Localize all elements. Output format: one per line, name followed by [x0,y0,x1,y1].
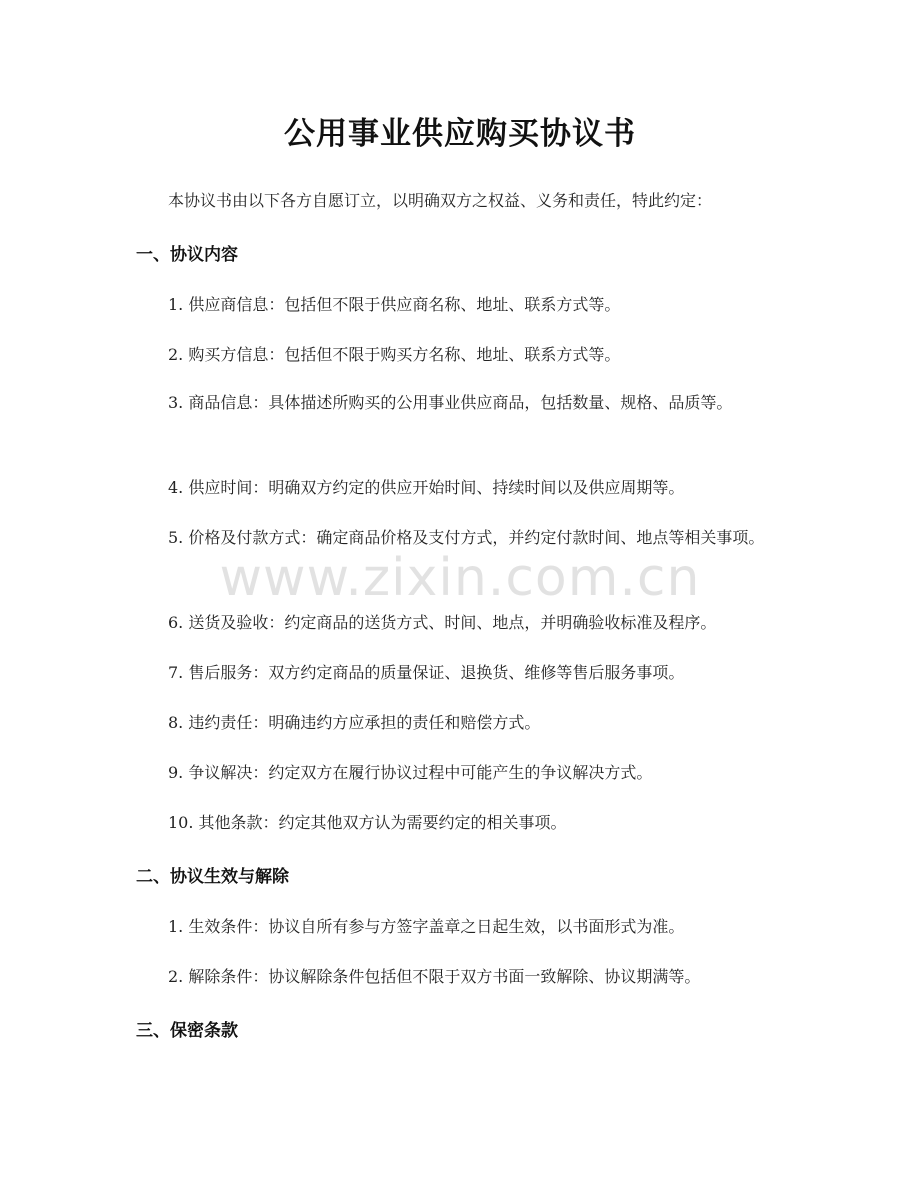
list-item: 4. 供应时间：明确双方约定的供应开始时间、持续时间以及供应周期等。 [168,478,685,497]
list-item: 9. 争议解决：约定双方在履行协议过程中可能产生的争议解决方式。 [168,763,653,782]
list-item: 2. 解除条件：协议解除条件包括但不限于双方书面一致解除、协议期满等。 [168,967,701,986]
list-item: 5. 价格及付款方式：确定商品价格及支付方式，并约定付款时间、地点等相关事项。 [168,528,765,547]
list-item: 7. 售后服务：双方约定商品的质量保证、退换货、维修等售后服务事项。 [168,663,685,682]
list-item: 1. 供应商信息：包括但不限于供应商名称、地址、联系方式等。 [168,295,621,314]
intro-paragraph: 本协议书由以下各方自愿订立，以明确双方之权益、义务和责任，特此约定： [168,191,713,210]
document-title: 公用事业供应购买协议书 [284,116,636,152]
section-heading-effect: 二、协议生效与解除 [136,867,289,887]
list-item: 1. 生效条件：协议自所有参与方签字盖章之日起生效，以书面形式为准。 [168,917,685,936]
watermark: www.zixin.com.cn [219,548,701,608]
section-heading-confidentiality: 三、保密条款 [136,1021,238,1041]
section-heading-content: 一、协议内容 [136,245,238,265]
list-item: 10. 其他条款：约定其他双方认为需要约定的相关事项。 [168,813,567,832]
list-item: 8. 违约责任：明确违约方应承担的责任和赔偿方式。 [168,713,541,732]
list-item: 6. 送货及验收：约定商品的送货方式、时间、地点，并明确验收标准及程序。 [168,613,717,632]
list-item: 2. 购买方信息：包括但不限于购买方名称、地址、联系方式等。 [168,345,621,364]
list-item: 3. 商品信息：具体描述所购买的公用事业供应商品，包括数量、规格、品质等。 [168,393,733,412]
